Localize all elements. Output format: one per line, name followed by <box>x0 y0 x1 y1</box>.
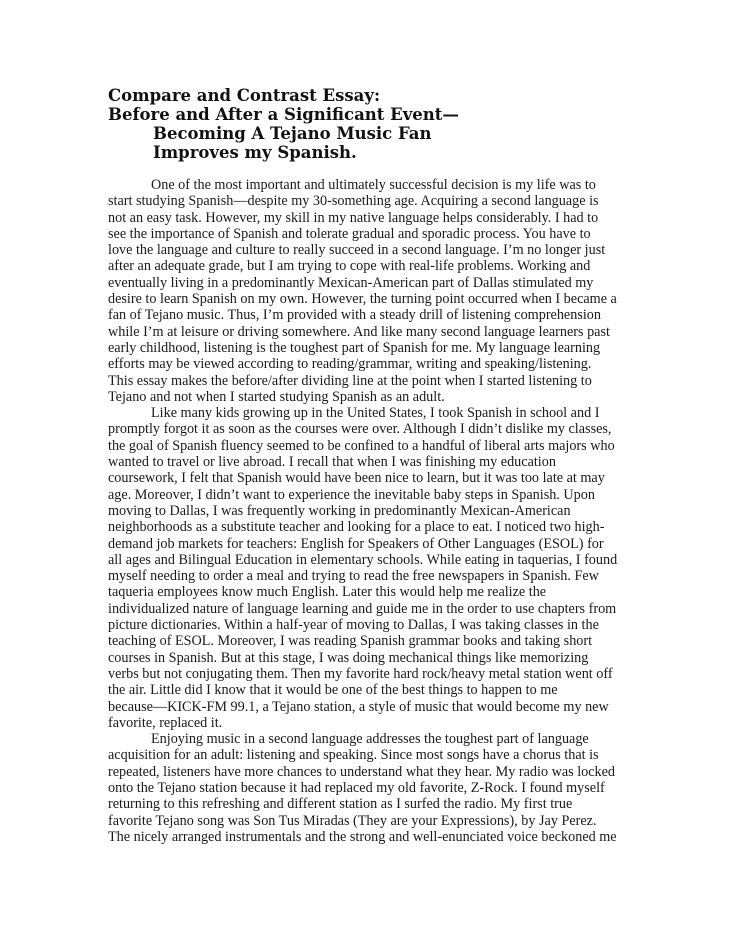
text-line: see the importance of Spanish and tolerate gradual and sporadic process. You have to <box>108 225 591 242</box>
text-line: This essay makes the before/after dividing line at the point when I started listening to <box>108 372 592 389</box>
text-line: repeated, listeners have more chances to understand what they hear. My radio was locked <box>108 763 616 780</box>
text-line: fan of Tejano music. Thus, I’m provided with a steady drill of listening comprehension <box>108 307 601 324</box>
text-line: Like many kids growing up in the United States, I took Spanish in school and I <box>151 405 600 422</box>
text-line: favorite Tejano song was Son Tus Miradas (They are your Expressions), by Jay Perez. <box>108 812 597 829</box>
essay-title <box>108 86 668 162</box>
text-line: wanted to travel or live abroad. I recall that when I was finishing my education <box>108 454 556 471</box>
text-line: moving to Dallas, I was frequently working in predominantly Mexican-American <box>108 502 571 519</box>
text-line: courses in Spanish. But at this stage, I was doing mechanical things like memorizing <box>108 649 589 666</box>
text-line: all ages and Bilingual Education in elementary schools. While eating in taquerias, I found <box>108 551 618 568</box>
text-line: coursework, I felt that Spanish would have been nice to learn, but it was too late at may <box>108 470 605 487</box>
text-line: because—KICK-FM 99.1, a Tejano station, a style of music that would become my new <box>108 698 609 715</box>
text-line: the air. Little did I know that it would be one of the best things to happen to me <box>108 682 558 699</box>
essay-body <box>108 177 638 845</box>
text-line: start studying Spanish—despite my 30-something age. Acquiring a second language is <box>108 193 599 210</box>
text-line: the goal of Spanish fluency seemed to be confined to a handful of liberal arts majors who <box>108 437 615 454</box>
text-line: returning to this refreshing and different station as I surfed the radio. My first true <box>108 796 573 813</box>
text-line: not an easy task. However, my skill in my native language helps considerably. I had to <box>108 209 599 226</box>
text-line: favorite, replaced it. <box>108 714 223 731</box>
text-line: The nicely arranged instrumentals and the strong and well-enunciated voice beckoned me <box>108 828 617 845</box>
text-line: after an adequate grade, but I am trying to cope with real-life problems. Working and <box>108 258 591 275</box>
title-line: Improves my Spanish. <box>153 143 357 162</box>
text-line: neighborhoods as a substitute teacher and looking for a place to eat. I noticed two high- <box>108 519 605 536</box>
text-line: eventually living in a predominantly Mexican-American part of Dallas stimulated my <box>108 274 594 291</box>
title-line: Compare and Contrast Essay: <box>108 86 381 105</box>
text-line: desire to learn Spanish on my own. However, the turning point occurred when I became a <box>108 291 617 308</box>
text-line: age. Moreover, I didn’t want to experience the inevitable baby steps in Spanish. Upon <box>108 486 595 503</box>
text-line: individualized nature of language learning and guide me in the order to use chapters from <box>108 600 617 617</box>
text-line: early childhood, listening is the toughest part of Spanish for me. My language learning <box>108 339 601 356</box>
text-line: love the language and culture to really succeed in a second language. I’m no longer just <box>108 242 606 259</box>
text-line: efforts may be viewed according to reading/grammar, writing and speaking/listening. <box>108 356 592 373</box>
text-line: Tejano and not when I started studying Spanish as an adult. <box>108 388 445 405</box>
title-line: Before and After a Significant Event— <box>108 105 459 124</box>
text-line: Enjoying music in a second language addresses the toughest part of language <box>151 731 589 748</box>
title-line: Becoming A Tejano Music Fan <box>153 124 432 143</box>
text-line: teaching of ESOL. Moreover, I was reading Spanish grammar books and taking short <box>108 633 593 650</box>
text-line: verbs but not conjugating them. Then my favorite hard rock/heavy metal station went off <box>108 665 613 682</box>
text-line: onto the Tejano station because it had replaced my old favorite, Z-Rock. I found myself <box>108 779 605 796</box>
text-line: myself needing to order a meal and trying to read the free newspapers in Spanish. Few <box>108 568 599 585</box>
text-line: demand job markets for teachers: English for Speakers of Other Languages (ESOL) for <box>108 535 604 552</box>
text-line: promptly forgot it as soon as the courses were over. Although I didn’t dislike my classes, <box>108 421 612 438</box>
text-line: taqueria employees know much English. Later this would help me realize the <box>108 584 547 601</box>
text-line: while I’m at leisure or driving somewhere. And like many second language learners past <box>108 323 610 340</box>
text-line: acquisition for an adult: listening and speaking. Since most songs have a chorus that is <box>108 747 599 764</box>
text-line: One of the most important and ultimately successful decision is my life was to <box>151 177 596 193</box>
text-line: picture dictionaries. Within a half-year of moving to Dallas, I was taking classes in the <box>108 617 599 634</box>
